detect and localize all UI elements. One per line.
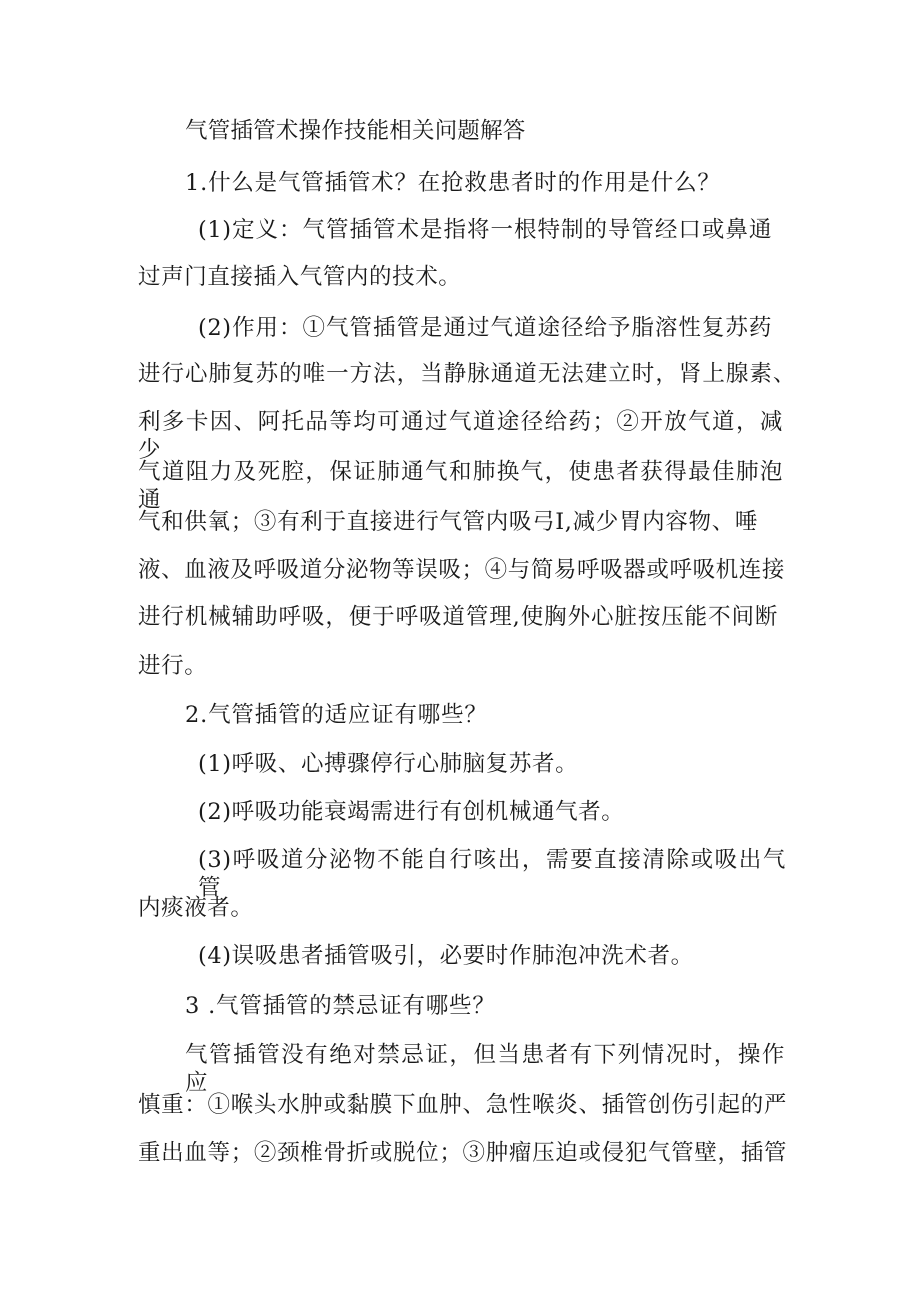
list-item: (4)误吸患者插管吸引，必要时作肺泡冲洗术者。: [198, 943, 694, 969]
paragraph-line: 气管插管没有绝对禁忌证，但当患者有下列情况时，操作应: [185, 1042, 785, 1096]
question-3-heading: 3 .气管插管的禁忌证有哪些？: [185, 993, 496, 1019]
list-item: (1)呼吸、心搏骤停行心肺脑复苏者。: [198, 751, 579, 777]
paragraph-line: 气和供氧；③有利于直接进行气管内吸弓I,减少胃内容物、唾: [138, 509, 758, 535]
paragraph-line: 进行机械辅助呼吸，便于呼吸道管理,使胸外心脏按压能不间断: [138, 604, 778, 630]
paragraph-line: 进行心肺复苏的唯一方法，当静脉通道无法建立时，肾上腺素、: [138, 361, 796, 387]
question-2-heading: 2.气管插管的适应证有哪些？: [185, 702, 488, 728]
list-item: (2)呼吸功能衰竭需进行有创机械通气者。: [198, 799, 625, 825]
paragraph-line: 气道阻力及死腔，保证肺通气和肺换气，使患者获得最佳肺泡通: [138, 459, 783, 513]
paragraph-line: 慎重：①喉头水肿或黏膜下血肿、急性喉炎、插管创伤引起的严: [138, 1092, 787, 1118]
paragraph-line: 进行。: [138, 653, 208, 679]
list-item: (3)呼吸道分泌物不能自行咳出，需要直接清除或吸出气管: [198, 847, 786, 901]
paragraph-line: 利多卡因、阿托品等均可通过气道途径给药；②开放气道，减少: [138, 409, 783, 463]
paragraph-line: 重出血等；②颈椎骨折或脱位；③肿瘤压迫或侵犯气管壁，插管: [138, 1140, 787, 1166]
list-item-continuation: 内痰液者。: [138, 895, 254, 921]
document-title: 气管插管术操作技能相关问题解答: [185, 118, 526, 144]
paragraph-line: (1)定义：气管插管术是指将一根特制的导管经口或鼻通: [198, 217, 772, 243]
paragraph-line: 液、血液及呼吸道分泌物等误吸；④与简易呼吸器或呼吸机连接: [138, 557, 785, 583]
question-1-heading: 1.什么是气管插管术？在抢救患者时的作用是什么？: [185, 170, 721, 196]
paragraph-line: (2)作用：①气管插管是通过气道途径给予脂溶性复苏药: [198, 315, 772, 341]
paragraph-line: 过声门直接插入气管内的技术。: [138, 264, 462, 290]
